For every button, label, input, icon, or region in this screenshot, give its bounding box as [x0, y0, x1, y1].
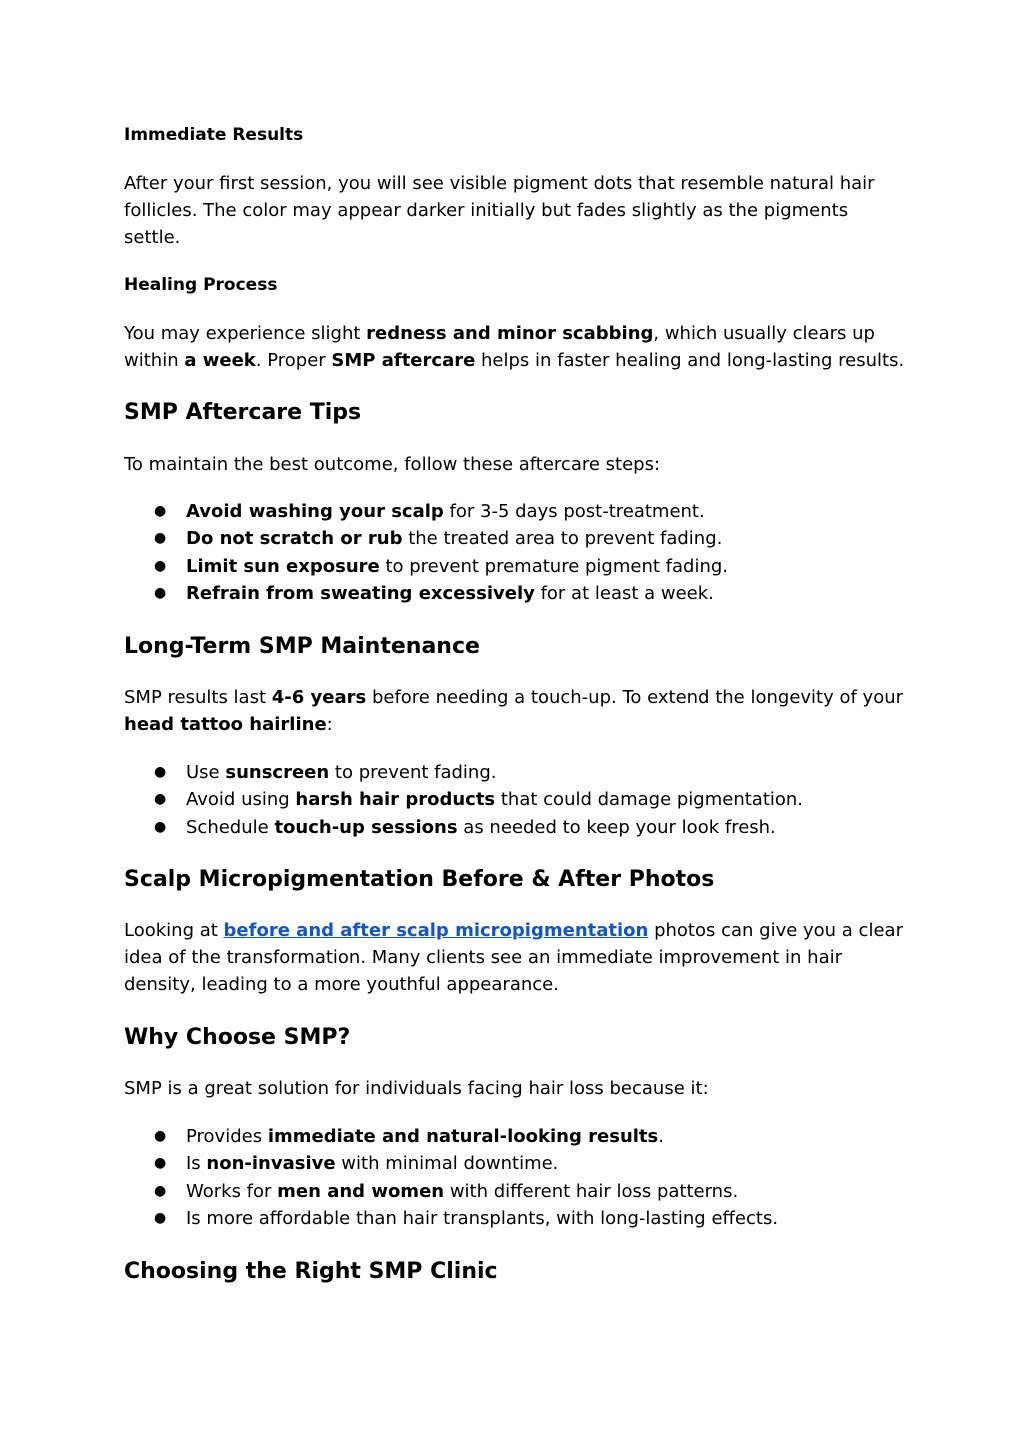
heading-aftercare-tips: SMP Aftercare Tips: [124, 400, 362, 425]
paragraph-long-term-maintenance: SMP results last 4-6 years before needing a touch-up. To extend the longevity of your head tattoo hairline:: [124, 687, 904, 735]
list-item: ● Refrain from sweating excessively for at least a week.: [124, 580, 904, 607]
list-item: ● Works for men and women with different hair loss patterns.: [124, 1178, 904, 1205]
heading-why-choose-smp: Why Choose SMP?: [124, 1025, 351, 1050]
bullet-icon: ●: [154, 557, 167, 574]
paragraph-before-after: Looking at before and after scalp micropigmentation photos can give you a clear idea of the transformation. Many clients see an immediate improvement in hair density, leading to a more youthful appearance.: [124, 920, 903, 995]
bullet-icon: ●: [154, 530, 167, 547]
paragraph-why-choose-intro: SMP is a great solution for individuals facing hair loss because it:: [124, 1078, 709, 1099]
bullet-icon: ●: [154, 764, 167, 780]
list-item: ● Is more affordable than hair transplants, with long-lasting effects.: [124, 1205, 904, 1232]
list-item: ● Provides immediate and natural-looking results.: [124, 1123, 904, 1150]
bullet-icon: ●: [154, 503, 167, 519]
list-item: ● Avoid using harsh hair products that could damage pigmentation.: [124, 786, 904, 813]
list-item: ● Is non-invasive with minimal downtime.: [124, 1150, 904, 1177]
bullet-icon: ●: [154, 1155, 167, 1172]
paragraph-aftercare-intro: To maintain the best outcome, follow these aftercare steps:: [124, 454, 661, 475]
heading-long-term-maintenance: Long-Term SMP Maintenance: [124, 634, 480, 659]
bullet-icon: ●: [154, 1182, 167, 1199]
heading-immediate-results: Immediate Results: [124, 125, 304, 145]
before-after-link[interactable]: before and after scalp micropigmentation: [223, 920, 649, 941]
bullet-icon: ●: [154, 1128, 167, 1144]
bullet-icon: ●: [154, 584, 167, 601]
bullet-icon: ●: [154, 818, 167, 835]
paragraph-healing-process: You may experience slight redness and minor scabbing, which usually clears up within a week. Proper SMP aftercare helps in faster healing and long-lasting results.: [124, 323, 905, 371]
list-item: ● Avoid washing your scalp for 3-5 days post-treatment.: [124, 498, 904, 525]
bullet-icon: ●: [154, 1209, 167, 1226]
list-item: ● Use sunscreen to prevent fading.: [124, 759, 904, 786]
paragraph-immediate-results: After your first session, you will see visible pigment dots that resemble natural hair follicles. The color may appear darker initially but fades slightly as the pigments settle.: [124, 173, 875, 248]
heading-choosing-clinic: Choosing the Right SMP Clinic: [124, 1259, 498, 1284]
list-aftercare-tips: [124, 498, 904, 607]
heading-healing-process: Healing Process: [124, 275, 278, 295]
heading-before-after-photos: Scalp Micropigmentation Before & After Photos: [124, 867, 715, 892]
list-why-choose: [124, 1123, 904, 1232]
list-item: ● Limit sun exposure to prevent premature pigment fading.: [124, 553, 904, 580]
list-maintenance: [124, 759, 904, 841]
bullet-icon: ●: [154, 791, 167, 808]
list-item: ● Schedule touch-up sessions as needed to keep your look fresh.: [124, 814, 904, 841]
list-item: ● Do not scratch or rub the treated area to prevent fading.: [124, 525, 904, 552]
